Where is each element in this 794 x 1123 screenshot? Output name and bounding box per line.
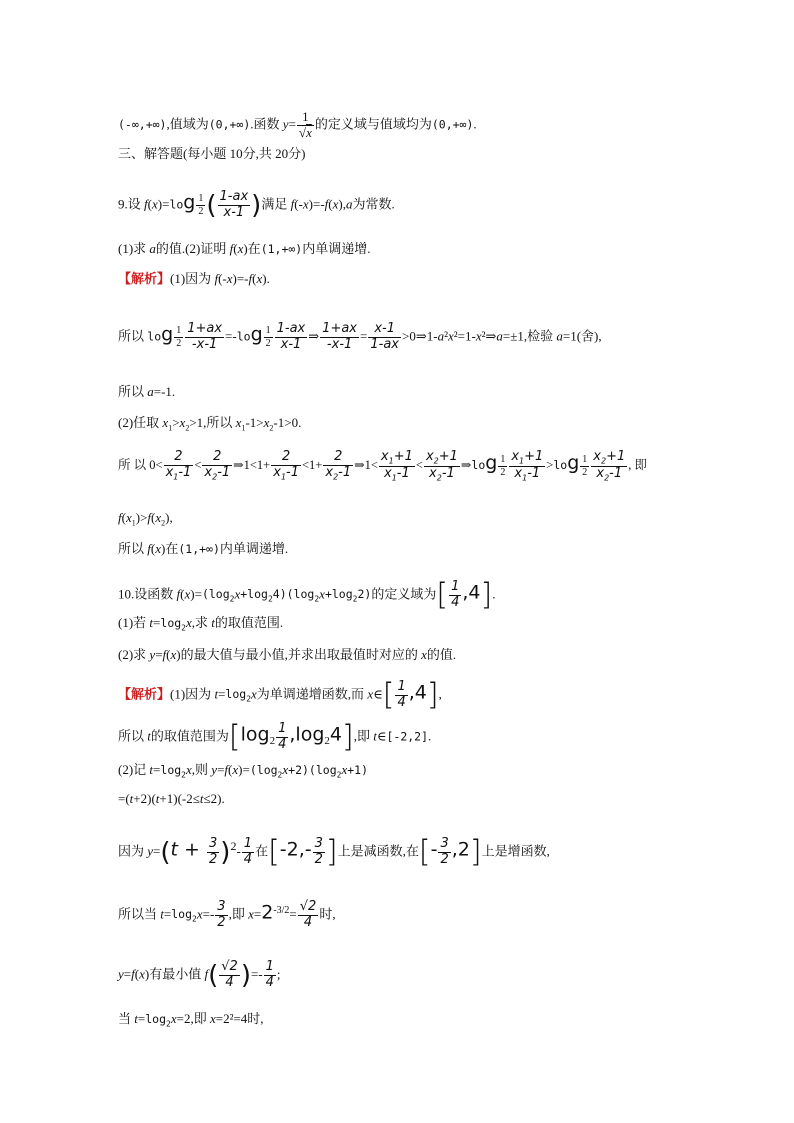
problem-9-questions: (1)求 a的值.(2)证明 f(x)在(1,+∞)内单调递增.: [118, 241, 371, 256]
solution-9-result1: 所以 a=-1.: [118, 384, 176, 399]
problem-10-q2: (2)求 y=f(x)的最大值与最小值,并求出取最值时对应的 x的值.: [118, 647, 457, 662]
solution-9-ineq: $f(x_1)>f(x_2)$,: [118, 510, 173, 528]
problem-10-q1: (1)若 $t=\log_2x$,求 t的取值范围.: [118, 615, 284, 633]
section-heading: 三、解答题(每小题 10分,共 20分): [118, 146, 306, 161]
solution-9-intro: 【解析】(1)因为 f(-x)=-f(x).: [118, 271, 270, 286]
solution-10-min: y=f(x)有最小值 f( $\frac{√2}{4}$ )=- $\frac{1}{4}$ ;: [118, 959, 281, 991]
solution-10-intro: 【解析】(1)因为 $t=\log_2x$为单调递增函数,而 x∈[ $\frac{1}{4}$ ,4],: [118, 677, 442, 713]
problem-10-statement: 10.设函数 $f(x)=(\log_2x+\log_24)(\log_2x+\log_22)$的定义域为[ $\frac{1}{4}$ ,4].: [118, 577, 496, 613]
solution-9-conclusion: 所以 f(x)在(1,+∞)内单调递增.: [118, 541, 289, 556]
solution-9-step2: (2)任取 $x_1>x_2>1$,所以 $x_1-1>x_2-1>0$.: [118, 415, 302, 433]
solution-10-max-cond: 当 $t=\log_2x=2$,即 x=2²=4时,: [118, 1011, 264, 1029]
problem-9-statement: 9.设 f(x)=log $\frac{1}{2}$ ( $\frac{1-ax}{x-1}$ )满足 f(-x)=-f(x),a为常数.: [118, 189, 395, 221]
text-line-1: (-∞,+∞),值域为(0,+∞).函数 y= $\frac{1}{√x}$ 的定义域与值域均为(0,+∞).: [118, 109, 477, 140]
solution-10-min-cond: 所以当 $t=\log_2x=-$ $\frac{3}{2}$ ,即 $x=2^{-3/2}=$ $\frac{√2}{4}$ 时,: [118, 899, 336, 930]
solution-9-step1: 所以 log $\frac{1}{2}$ $\frac{1+ax}{-x-1}$ =-log $\frac{1}{2}$ $\frac{1-ax}{x-1}$ ⇒ $\frac{1+ax}{-x-1}$ = $\frac{x-1}{1-ax}$ >0⇒1-a²x²=1-x²⇒a=±1,检验 a=1(舍),: [118, 321, 602, 352]
solution-10-monotonic: 因为 y=(t + $\frac{3}{2}$ )$^2$- $\frac{1}{4}$ 在[-2,- $\frac{3}{2}$ ]上是减函数,在[- $\frac{3}{2}$ ,2]上是增函数,: [118, 834, 550, 870]
solution-10-expr: =(t+2)(t+1)(-2≤t≤2).: [118, 791, 225, 806]
solution-10-range: 所以 t的取值范围为[$\log_2$ $\frac{1}{4}$ $,\log_24$],即 t∈[-2,2].: [118, 719, 432, 755]
solution-9-chain: 所 以 0< $\frac{2}{x_1-1}$ < $\frac{2}{x_2-1}$ ⇒1<1+ $\frac{2}{x_1-1}$ <1+ $\frac{2}{x_2-1}$ ⇒1< $\frac{x_1+1}{x_1-1}$ < $\frac{x_2+1}{x_2-1}$ ⇒log $\frac{1}{2}$ $\frac{x_1+1}{x_1-1}$ >log $\frac{1}{2}$ $\frac{x_2+1}{x_2-1}$ , 即: [118, 449, 647, 483]
solution-10-step2: (2)记 $t=\log_2x$,则 $y=f(x)=(\log_2x+2)(\log_2x+1)$: [118, 762, 369, 780]
